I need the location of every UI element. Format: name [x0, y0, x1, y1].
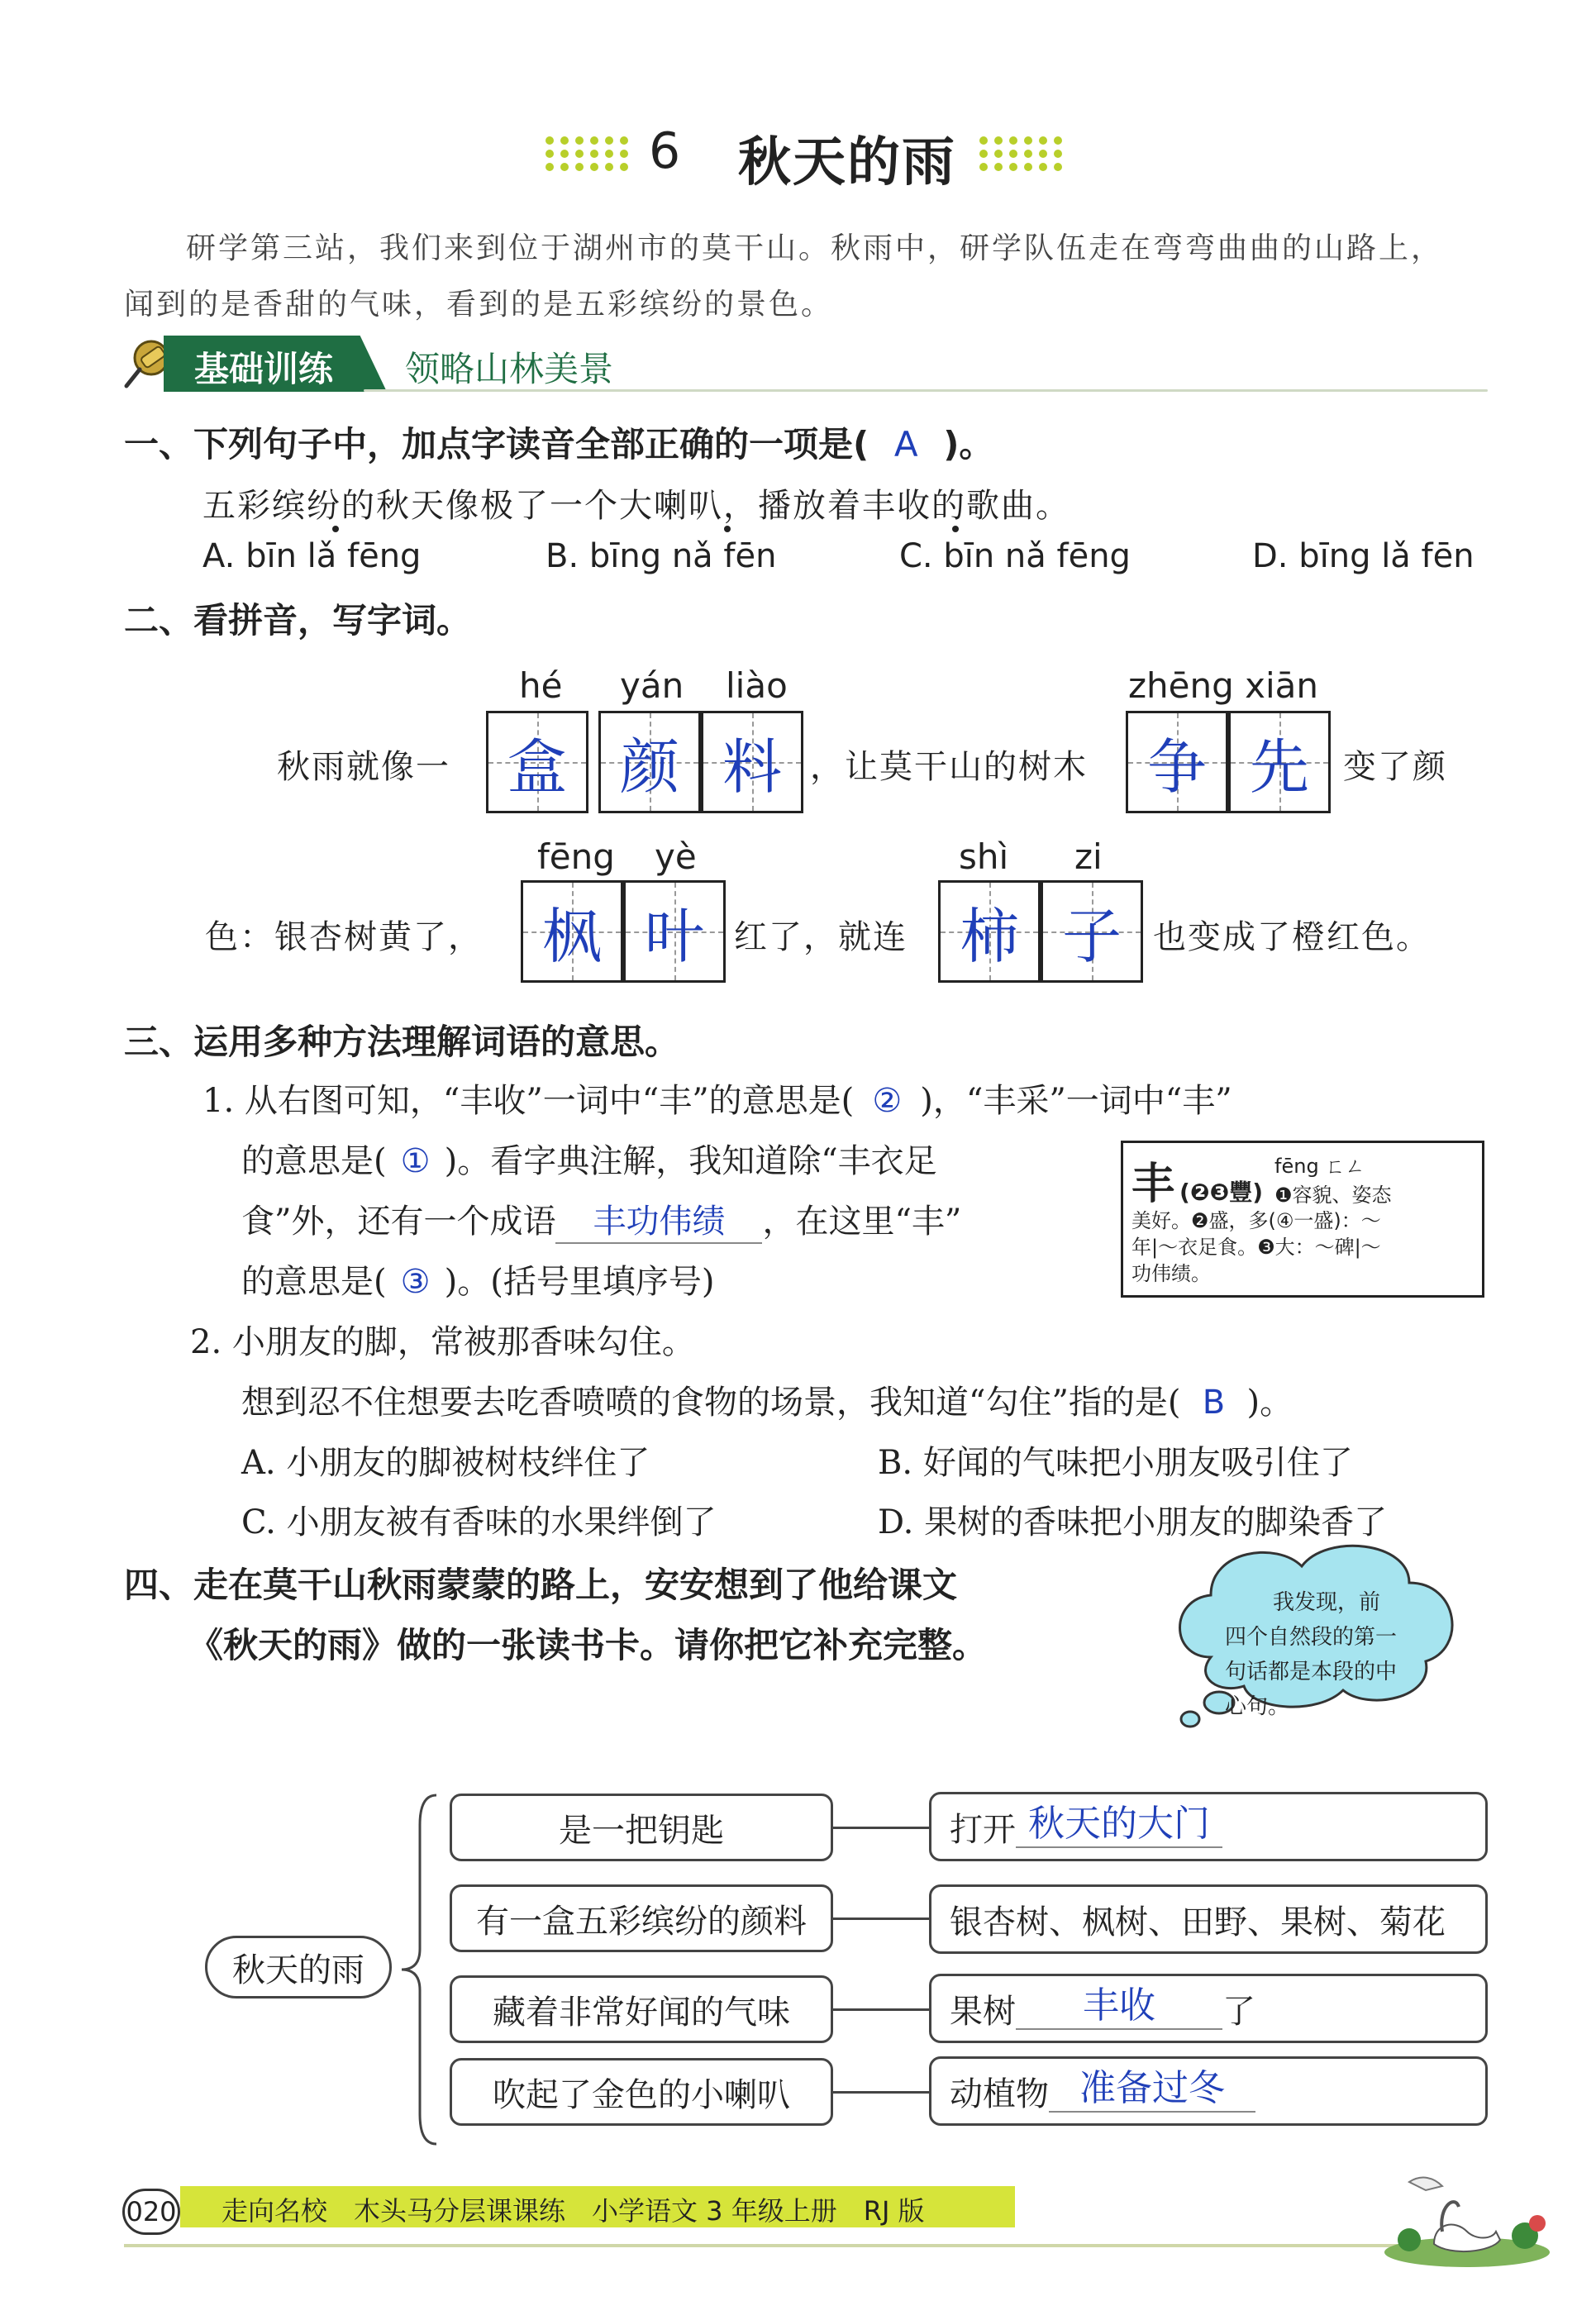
- card-row-1-prefix: 打开: [950, 1810, 1016, 1849]
- q3-p2-line2: [241, 1376, 1293, 1423]
- pinyin-zi: zi: [1074, 836, 1103, 877]
- q3-heading: 三、运用多种方法理解词语的意思。: [124, 1022, 680, 1062]
- card-row-4-connector: [833, 2091, 929, 2094]
- q3-p1-line4-a: 的意思是(: [241, 1263, 387, 1301]
- q1-answer: A: [893, 424, 918, 464]
- q2-text-d: 色：银杏树黄了，: [205, 918, 483, 956]
- q4-line-2: 《秋天的雨》做的一张读书卡。请你把它补充完整。: [188, 1625, 988, 1665]
- cloud-text-4: 心句。: [1225, 1694, 1290, 1719]
- footer-divider: [124, 2244, 1463, 2247]
- swan-illustration-icon: [1376, 2149, 1558, 2273]
- banner-divider: [364, 389, 1488, 392]
- writing-box-xian[interactable]: [1228, 711, 1331, 813]
- pinyin-zheng: zhēng: [1128, 665, 1234, 706]
- dict-line-2: 美好。❷盛，多(④一盛)：～: [1131, 1209, 1381, 1232]
- q3-p2-option-b: B. 好闻的气味把小朋友吸引住了: [878, 1444, 1353, 1482]
- pinyin-zhengxian: [1128, 665, 1318, 706]
- emphasis-dot-la: [724, 526, 731, 532]
- writing-box-zi[interactable]: [1041, 880, 1143, 983]
- card-brace: [395, 1792, 445, 2147]
- card-row-4-answer: 准备过冬: [1049, 2058, 1255, 2113]
- q3-p1-line3-a: 食”外，还有一个成语: [241, 1203, 556, 1241]
- card-row-3-left: [450, 1975, 833, 2043]
- card-root-label: 秋天的雨: [232, 1951, 364, 1989]
- dict-pinyin: fēng ㄈㄥ: [1274, 1155, 1365, 1178]
- lesson-number: 6: [649, 122, 681, 180]
- q3-p1-line1: [202, 1074, 1232, 1122]
- pinyin-liao: liào: [726, 665, 788, 706]
- q3-p1-line2-a: 的意思是(: [241, 1142, 387, 1180]
- q2-text-e: 红了，就连: [734, 918, 908, 956]
- q3-idiom-answer: 丰功伟绩: [555, 1195, 762, 1244]
- card-root: [205, 1936, 392, 1998]
- answer-he: 盒: [507, 732, 567, 802]
- q2-text-f: 也变成了橙红色。: [1153, 918, 1431, 956]
- q3-p2-option-c: C. 小朋友被有香味的水果绊倒了: [241, 1503, 717, 1541]
- q3-answer-1: ②: [872, 1082, 903, 1120]
- q1-prompt-end: )。: [943, 424, 994, 464]
- title-dots-left: [545, 136, 630, 171]
- intro-line-1: 研学第三站，我们来到位于湖州市的莫干山。秋雨中，研学队伍走在弯弯曲曲的山路上，: [186, 231, 1444, 265]
- q2-text-b: ，让莫干山的树木: [810, 748, 1088, 786]
- cloud-text-1: 我发现，前: [1273, 1590, 1381, 1615]
- card-row-3-left-text: 藏着非常好闻的气味: [493, 1993, 790, 2032]
- q3-p2-line2-a: 想到忍不住想要去吃香喷喷的食物的场景，我知道“勾住”指的是(: [241, 1384, 1181, 1422]
- answer-feng: 枫: [541, 902, 602, 971]
- dict-char: 丰: [1131, 1160, 1175, 1209]
- cloud-text-2: 四个自然段的第一: [1225, 1625, 1398, 1650]
- emphasis-dot-feng: [952, 526, 959, 532]
- answer-ye: 叶: [644, 902, 704, 971]
- card-row-2-left-text: 有一盒五彩缤纷的颜料: [476, 1902, 807, 1941]
- card-row-2-left: [450, 1884, 833, 1952]
- pinyin-he: hé: [519, 665, 563, 706]
- q3-p1-line2-b: )。看字典注解，我知道除“丰衣足: [444, 1142, 937, 1180]
- card-row-3-right: [929, 1974, 1488, 2043]
- q3-answer-2: ①: [400, 1142, 431, 1180]
- card-row-1-right: [929, 1792, 1488, 1861]
- q3-p1-line1-b: )，“丰采”一词中“丰”: [920, 1082, 1232, 1120]
- q2-heading: 二、看拼音，写字词。: [124, 600, 472, 641]
- card-row-3-answer: 丰收: [1016, 1975, 1222, 2030]
- card-row-3-suffix: 了: [1222, 1992, 1255, 2031]
- cloud-text-3: 句话都是本段的中: [1225, 1660, 1398, 1684]
- q3-p2-line2-b: )。: [1246, 1384, 1293, 1422]
- q1-option-c: C. bīn nǎ fēng: [899, 537, 1131, 575]
- page-number: 020: [122, 2189, 180, 2235]
- card-row-1-answer: 秋天的大门: [1016, 1794, 1222, 1848]
- intro-line-2: 闻到的是香甜的气味，看到的是五彩缤纷的景色。: [124, 288, 834, 322]
- writing-box-he[interactable]: [486, 711, 588, 813]
- answer-yan: 颜: [619, 732, 679, 802]
- writing-box-liao[interactable]: [701, 711, 803, 813]
- card-row-4-left: [450, 2058, 833, 2126]
- q3-p1-line4: [241, 1255, 714, 1303]
- dict-line-1: ❶容貌、姿态: [1274, 1184, 1392, 1207]
- card-row-2-prefix: 银杏树、枫树、田野、果树、菊花: [950, 1903, 1446, 1941]
- card-row-1-left: [450, 1794, 833, 1861]
- footer-text: 走向名校 木头马分层课课练 小学语文 3 年级上册 RJ 版: [222, 2195, 925, 2227]
- q4-line-1: 四、走在莫干山秋雨蒙蒙的路上，安安想到了他给课文: [124, 1565, 958, 1605]
- pinyin-yan: yán: [620, 665, 684, 706]
- q1-option-a: A. bīn lǎ fēng: [202, 537, 422, 575]
- card-row-4-left-text: 吹起了金色的小喇叭: [493, 2075, 790, 2114]
- answer-xian: 先: [1249, 732, 1309, 802]
- q3-p1-line2: [241, 1135, 937, 1182]
- pinyin-xian: xiān: [1245, 665, 1319, 706]
- answer-zheng: 争: [1146, 732, 1207, 802]
- answer-liao: 料: [722, 732, 782, 802]
- title-dots-right: [979, 136, 1064, 171]
- q3-p2-option-d: D. 果树的香味把小朋友的脚染香了: [878, 1503, 1388, 1541]
- q3-p1-line1-a: 1. 从右图可知，“丰收”一词中“丰”的意思是(: [202, 1082, 855, 1120]
- answer-zi: 子: [1061, 902, 1122, 971]
- q3-p1-line4-b: )。(括号里填序号): [444, 1263, 715, 1301]
- card-row-4-right: [929, 2056, 1488, 2126]
- card-row-3-prefix: 果树: [950, 1992, 1016, 2031]
- writing-box-feng[interactable]: [521, 880, 623, 983]
- dict-variant: (❷❸豐): [1179, 1179, 1264, 1206]
- q2-text-a: 秋雨就像一: [277, 748, 450, 786]
- dict-line-4: 功伟绩。: [1131, 1262, 1211, 1285]
- pinyin-ye: yè: [655, 836, 697, 877]
- section-banner-label: 基础训练: [194, 349, 334, 389]
- card-row-1-connector: [833, 1827, 929, 1829]
- q3-p1-line3-b: ，在这里“丰”: [762, 1203, 962, 1241]
- q3-p2-line1: 2. 小朋友的脚，常被那香味勾住。: [190, 1323, 695, 1361]
- pinyin-shi: shì: [959, 836, 1009, 877]
- q1-prompt-start: 一、下列句子中，加点字读音全部正确的一项是(: [124, 424, 869, 464]
- card-row-2-connector: [833, 1918, 929, 1920]
- q1-option-d: D. bīng lǎ fēn: [1252, 537, 1475, 575]
- pinyin-feng: fēng: [537, 836, 615, 877]
- card-row-1-left-text: 是一把钥匙: [559, 1811, 724, 1850]
- q3-p2-answer: B: [1202, 1384, 1226, 1422]
- card-row-2-right: [929, 1884, 1488, 1954]
- q3-p1-line3: [241, 1195, 961, 1244]
- card-row-3-connector: [833, 2008, 929, 2011]
- q1-prompt: [124, 417, 993, 467]
- dict-line-3: 年|～衣足食。❸大：～碑|～: [1131, 1236, 1381, 1259]
- q1-option-b: B. bīng nǎ fēn: [545, 537, 777, 575]
- card-row-4-prefix: 动植物: [950, 2075, 1049, 2113]
- dictionary-entry: [1121, 1141, 1484, 1298]
- q2-text-c: 变了颜: [1343, 748, 1447, 786]
- answer-shi: 柿: [959, 902, 1019, 971]
- writing-box-yan[interactable]: [598, 711, 701, 813]
- q1-sentence: 五彩缤纷的秋天像极了一个大喇叭，播放着丰收的歌曲。: [202, 487, 1070, 525]
- q3-answer-3: ③: [400, 1263, 431, 1301]
- writing-box-ye[interactable]: [623, 880, 726, 983]
- section-banner-subtitle: 领略山林美景: [405, 349, 614, 389]
- q3-p2-option-a: A. 小朋友的脚被树枝绊住了: [241, 1444, 650, 1482]
- page-title: 秋天的雨: [738, 132, 956, 193]
- writing-box-zheng[interactable]: [1126, 711, 1228, 813]
- emphasis-dot-bin: [332, 526, 339, 532]
- writing-box-shi[interactable]: [938, 880, 1041, 983]
